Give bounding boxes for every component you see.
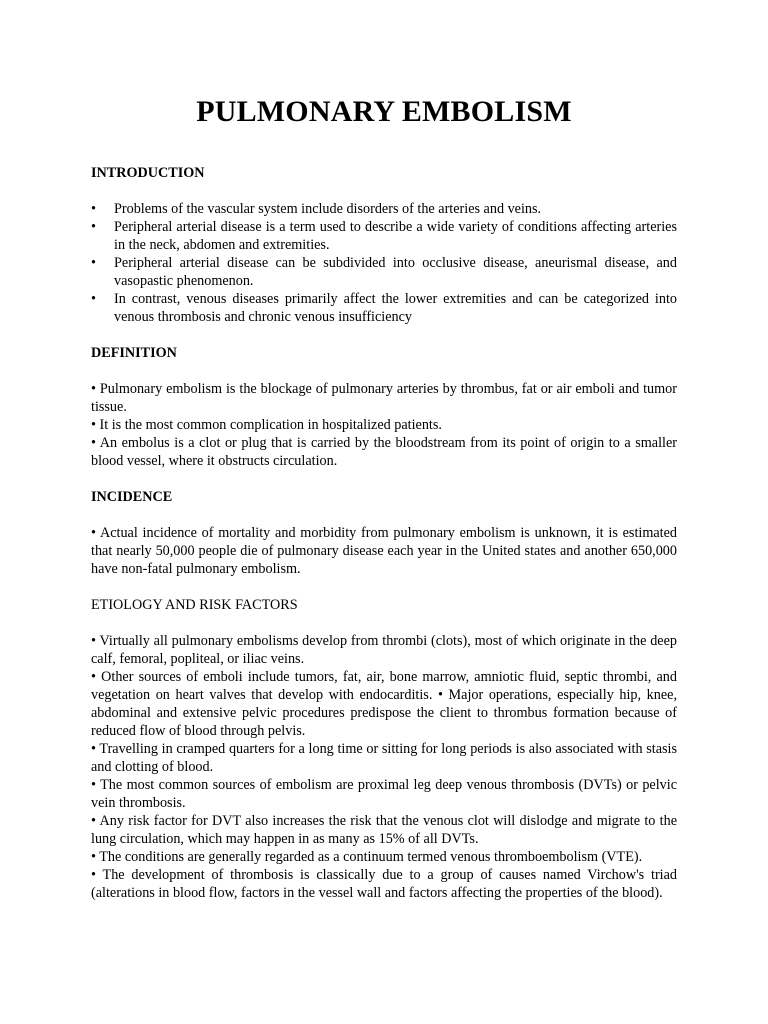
etiology-paragraph: • The development of thrombosis is classically due to a group of causes named Virchow's triad (alterations in blood flow, factors in the vessel wall and factors affecting the properties of the blood). [91, 867, 677, 901]
bullet-icon: • [91, 291, 96, 307]
section-heading-incidence: INCIDENCE [91, 489, 173, 505]
list-item-text: Peripheral arterial disease is a term used to describe a wide variety of conditions affecting arteries in the neck, abdomen and extremities. [114, 219, 677, 253]
list-item [91, 218, 677, 254]
list-item-text: In contrast, venous diseases primarily affect the lower extremities and can be categorized into venous thrombosis and chronic venous insufficiency [114, 291, 677, 325]
definition-paragraph: • An embolus is a clot or plug that is carried by the bloodstream from its point of origin to a smaller blood vessel, where it obstructs circulation. [91, 435, 677, 469]
etiology-paragraph: • The most common sources of embolism are proximal leg deep venous thrombosis (DVTs) or pelvic vein thrombosis. [91, 777, 677, 811]
list-item-text: Problems of the vascular system include disorders of the arteries and veins. [114, 201, 542, 217]
list-item [91, 290, 677, 326]
document-body [91, 164, 677, 902]
definition-paragraph: • It is the most common complication in hospitalized patients. [91, 417, 442, 433]
list-item-text: Peripheral arterial disease can be subdivided into occlusive disease, aneurismal disease, and vasopastic phenomenon. [114, 255, 677, 289]
list-item [91, 200, 677, 218]
bullet-icon: • [91, 255, 96, 271]
section-heading-introduction: INTRODUCTION [91, 165, 205, 181]
etiology-paragraph: • Other sources of emboli include tumors, fat, air, bone marrow, amniotic fluid, septic thrombi, and vegetation on heart valves that develop with endocarditis. • Major operations, especially hip, knee, abdominal and extensive pelvic procedures predispose the client to thrombus formation because of reduced flow of blood through pelvis. [91, 669, 677, 739]
incidence-paragraph: • Actual incidence of mortality and morbidity from pulmonary embolism is unknown, it is estimated that nearly 50,000 people die of pulmonary disease each year in the United states and another 650,000 have non-fatal pulmonary embolism. [91, 525, 677, 577]
etiology-paragraph: • Any risk factor for DVT also increases the risk that the venous clot will dislodge and migrate to the lung circulation, which may happen in as many as 15% of all DVTs. [91, 813, 677, 847]
section-heading-definition: DEFINITION [91, 345, 177, 361]
bullet-icon: • [91, 201, 96, 217]
etiology-paragraph: • Virtually all pulmonary embolisms develop from thrombi (clots), most of which originate in the deep calf, femoral, popliteal, or iliac veins. [91, 633, 677, 667]
introduction-bullet-list [91, 200, 677, 326]
section-heading-etiology: ETIOLOGY AND RISK FACTORS [91, 597, 298, 613]
page-title: PULMONARY EMBOLISM [196, 95, 572, 128]
etiology-paragraph: • The conditions are generally regarded as a continuum termed venous thromboembolism (VTE). [91, 849, 643, 865]
definition-paragraph: • Pulmonary embolism is the blockage of pulmonary arteries by thrombus, fat or air emboli and tumor tissue. [91, 381, 677, 415]
bullet-icon: • [91, 219, 96, 235]
list-item [91, 254, 677, 290]
etiology-paragraph: • Travelling in cramped quarters for a long time or sitting for long periods is also associated with stasis and clotting of blood. [91, 741, 677, 775]
